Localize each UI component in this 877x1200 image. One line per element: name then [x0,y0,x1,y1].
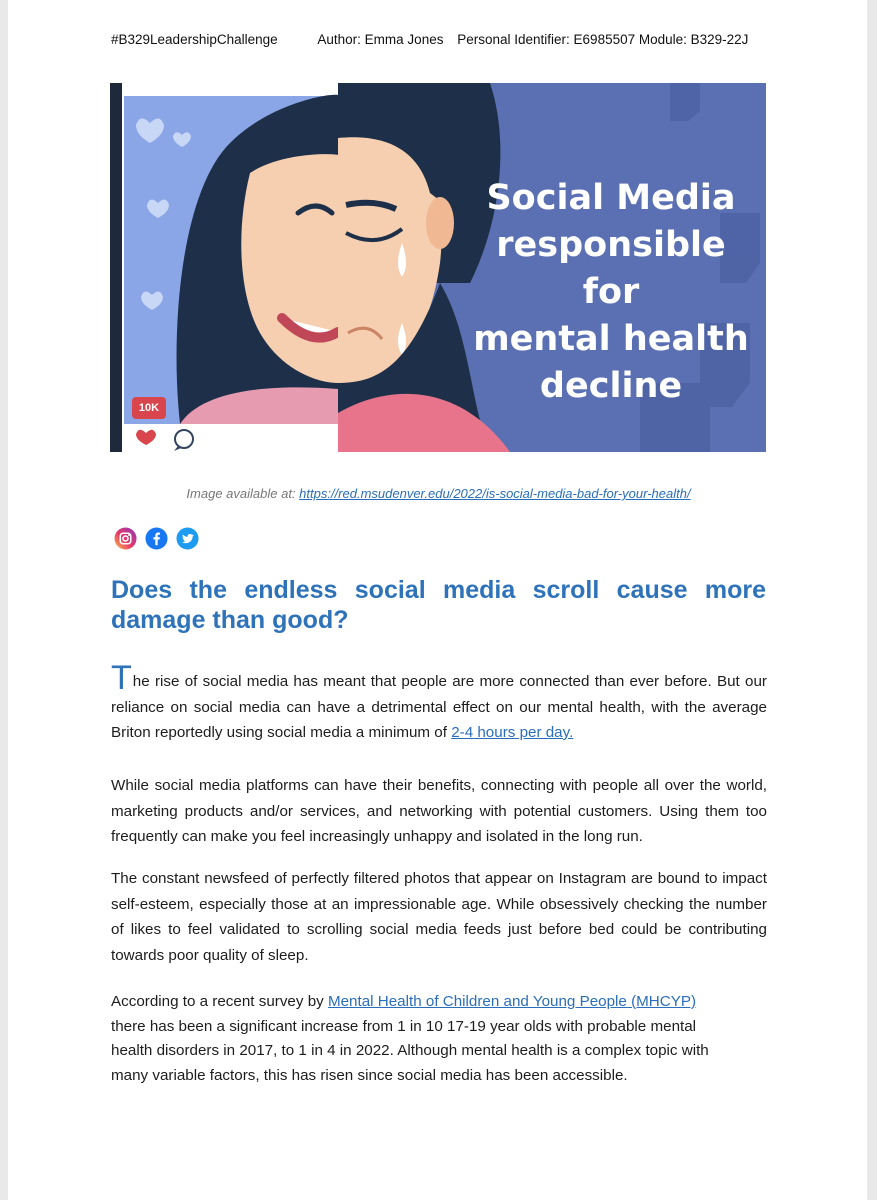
paragraph-2: While social media platforms can have their benefits, connecting with people all over the world, marketing products and/or services, and networking with potential customers. Using them too frequently can make you feel increasingly unhappy and isolated in the long run. [111,777,767,845]
hours-per-day-link[interactable]: 2-4 hours per day. [451,724,574,741]
article-title: Does the endless social media scroll cause more damage than good? [111,576,766,634]
hero-title: Social Media responsible for mental health decline [473,178,749,406]
caption-link[interactable]: https://red.msudenver.edu/2022/is-social-media-bad-for-your-health/ [299,486,691,501]
hashtag: #B329LeadershipChallenge [111,32,278,47]
twitter-icon[interactable] [176,527,199,550]
author: Author: Emma Jones [317,32,444,47]
facebook-icon[interactable] [145,527,168,550]
page-edge-left [0,0,8,1200]
likes-badge: 10K [132,397,166,419]
caption-prefix: Image available at: [186,486,300,501]
drop-cap: T [111,659,132,697]
instagram-icon[interactable] [114,527,137,550]
hero-image [110,83,766,452]
page-edge-right [867,0,877,1200]
paragraph-4-line-3: health disorders in 2017, to 1 in 4 in 2022. Although mental health is a complex topic with [111,1042,709,1059]
paragraph-3: The constant newsfeed of perfectly filtered photos that appear on Instagram are bound to impact self-esteem, especially those at an impressionable age. While obsessively checking the number of likes to feel validated to scrolling social media feeds just before bed could be contributing towards poor quality of sleep. [111,870,767,964]
personal-identifier: Personal Identifier: E6985507 Module: B329-22J [457,32,749,47]
paragraph-1-text: he rise of social media has meant that people are more connected than ever before. But our reliance on social media can have a detrimental effect on our mental health, with the average Briton reportedly using social media a minimum of [111,673,767,741]
image-caption [0,486,877,501]
paragraph-4-line-1: According to a recent survey by Mental Health of Children and Young People (MHCYP) [111,993,697,1010]
paragraph-4 [111,990,761,1088]
paragraph-4-line-2: there has been a significant increase from 1 in 10 17-19 year olds with probable mental [111,1017,697,1035]
mhcyp-link[interactable]: Mental Health of Children and Young People (MHCYP) [327,993,697,1010]
document-header [111,32,791,47]
social-share-row [114,527,199,550]
paragraph-4-line-4: many variable factors, this has risen since social media has been accessible. [111,1066,628,1084]
paragraph-1 [111,659,767,746]
